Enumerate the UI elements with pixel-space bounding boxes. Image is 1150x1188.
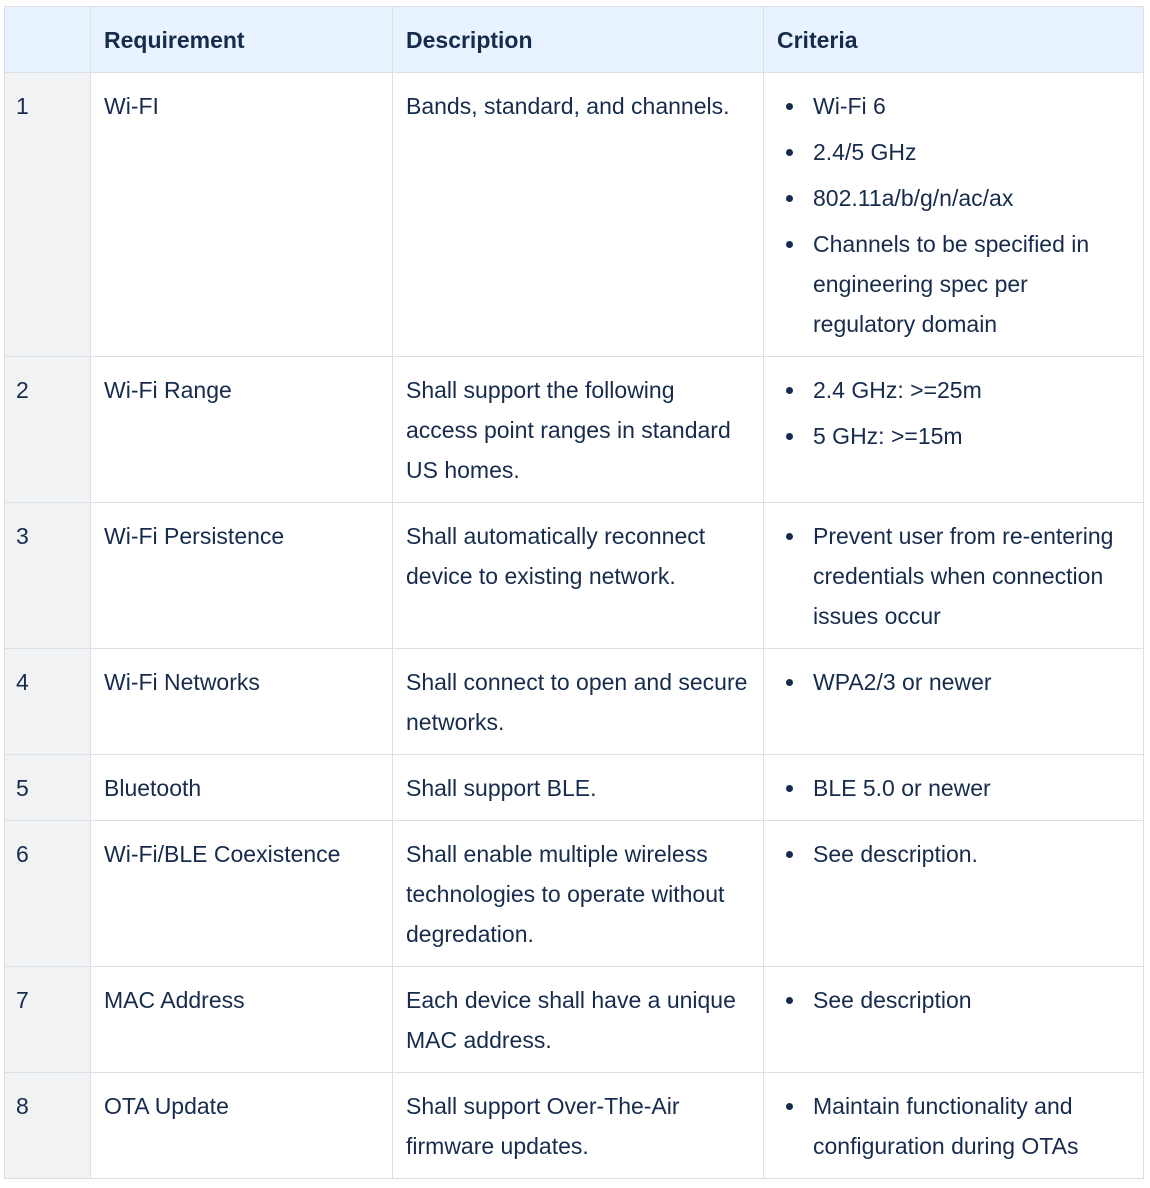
table-row — [5, 821, 1144, 967]
row-number-cell: 6 — [5, 821, 91, 967]
criteria-cell — [764, 73, 1144, 357]
criteria-cell — [764, 357, 1144, 503]
table-row — [5, 1073, 1144, 1179]
criteria-item: 2.4/5 GHz — [813, 132, 1131, 172]
criteria-cell — [764, 1073, 1144, 1179]
description-cell: Shall enable multiple wireless technologies to operate without degredation. — [393, 821, 764, 967]
row-number-cell: 8 — [5, 1073, 91, 1179]
description-cell: Shall automatically reconnect device to existing network. — [393, 503, 764, 649]
description-cell: Shall connect to open and secure networks. — [393, 649, 764, 755]
criteria-item: Maintain functionality and configuration during OTAs — [813, 1086, 1131, 1166]
table-row — [5, 357, 1144, 503]
criteria-cell — [764, 967, 1144, 1073]
row-number-cell: 1 — [5, 73, 91, 357]
criteria-list — [777, 1086, 1131, 1166]
description-cell: Shall support Over-The-Air firmware updates. — [393, 1073, 764, 1179]
criteria-list — [777, 516, 1131, 636]
criteria-item: WPA2/3 or newer — [813, 662, 1131, 702]
requirement-cell: Wi-FI — [91, 73, 393, 357]
criteria-item: Prevent user from re-entering credentials when connection issues occur — [813, 516, 1131, 636]
criteria-list — [777, 834, 1131, 874]
criteria-item: Channels to be specified in engineering spec per regulatory domain — [813, 224, 1131, 344]
table-row — [5, 503, 1144, 649]
criteria-cell — [764, 755, 1144, 821]
criteria-cell — [764, 503, 1144, 649]
criteria-item: Wi-Fi 6 — [813, 86, 1131, 126]
criteria-list — [777, 980, 1131, 1020]
description-cell: Shall support the following access point ranges in standard US homes. — [393, 357, 764, 503]
header-description: Description — [393, 7, 764, 73]
requirement-cell: Wi-Fi Networks — [91, 649, 393, 755]
criteria-list — [777, 86, 1131, 344]
requirement-cell: Wi-Fi/BLE Coexistence — [91, 821, 393, 967]
header-number — [5, 7, 91, 73]
criteria-item: 802.11a/b/g/n/ac/ax — [813, 178, 1131, 218]
requirement-cell: Wi-Fi Persistence — [91, 503, 393, 649]
requirements-table — [4, 6, 1144, 1179]
table-row — [5, 649, 1144, 755]
description-cell: Each device shall have a unique MAC address. — [393, 967, 764, 1073]
description-cell: Shall support BLE. — [393, 755, 764, 821]
header-criteria: Criteria — [764, 7, 1144, 73]
row-number-cell: 3 — [5, 503, 91, 649]
table-header — [5, 7, 1144, 73]
criteria-item: See description — [813, 980, 1131, 1020]
criteria-cell — [764, 649, 1144, 755]
criteria-item: BLE 5.0 or newer — [813, 768, 1131, 808]
criteria-list — [777, 370, 1131, 456]
table-row — [5, 755, 1144, 821]
criteria-cell — [764, 821, 1144, 967]
criteria-item: 2.4 GHz: >=25m — [813, 370, 1131, 410]
criteria-list — [777, 768, 1131, 808]
row-number-cell: 2 — [5, 357, 91, 503]
criteria-item: 5 GHz: >=15m — [813, 416, 1131, 456]
table-row — [5, 967, 1144, 1073]
requirement-cell: MAC Address — [91, 967, 393, 1073]
table-row — [5, 73, 1144, 357]
requirement-cell: Wi-Fi Range — [91, 357, 393, 503]
criteria-item: See description. — [813, 834, 1131, 874]
header-row — [5, 7, 1144, 73]
row-number-cell: 4 — [5, 649, 91, 755]
header-requirement: Requirement — [91, 7, 393, 73]
table-body — [5, 73, 1144, 1179]
description-cell: Bands, standard, and channels. — [393, 73, 764, 357]
requirement-cell: Bluetooth — [91, 755, 393, 821]
criteria-list — [777, 662, 1131, 702]
row-number-cell: 7 — [5, 967, 91, 1073]
requirement-cell: OTA Update — [91, 1073, 393, 1179]
row-number-cell: 5 — [5, 755, 91, 821]
